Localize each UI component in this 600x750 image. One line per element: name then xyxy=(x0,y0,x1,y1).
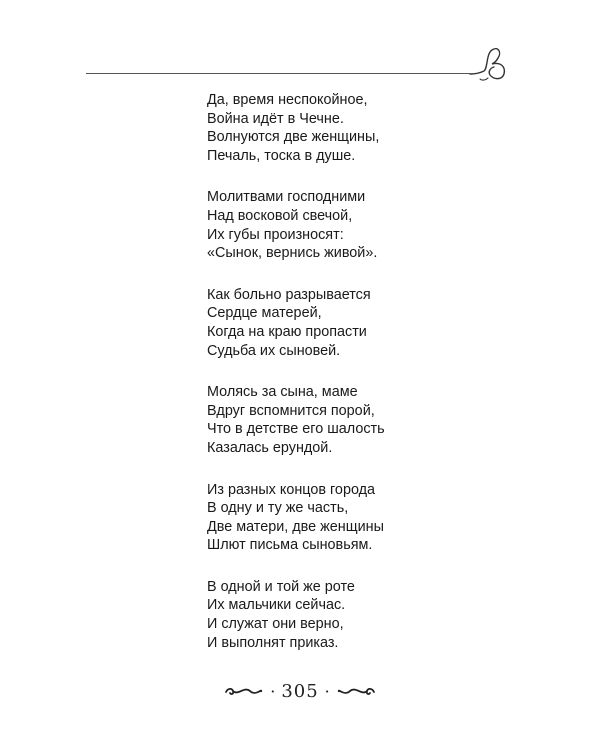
header-rule xyxy=(86,73,470,74)
poem-line: Их губы произносят: xyxy=(207,226,344,243)
separator-dot: · xyxy=(270,681,276,701)
poem-line: Судьба их сыновей. xyxy=(207,342,341,359)
swirl-flourish-icon xyxy=(336,684,376,698)
poem-line: Шлют письма сыновьям. xyxy=(207,537,373,554)
stanza xyxy=(207,578,467,652)
poem-line: Над восковой свечой, xyxy=(207,207,353,224)
poem-line: Молясь за сына, маме xyxy=(207,384,358,401)
poem-line: В одну и ту же часть, xyxy=(207,500,349,517)
poem-line: Что в детстве его шалость xyxy=(207,421,385,438)
page-footer xyxy=(0,676,600,706)
poem-line: Волнуются две женщины, xyxy=(207,129,380,146)
poem-line: И выполнят приказ. xyxy=(207,634,339,651)
poem-line: Война идёт в Чечне. xyxy=(207,110,344,127)
poem-line: И служат они верно, xyxy=(207,616,344,633)
stanza xyxy=(207,383,467,457)
page-number: 305 xyxy=(281,680,319,702)
poem-line: «Сынок, вернись живой». xyxy=(207,245,378,262)
stanza xyxy=(207,188,467,262)
script-flourish-icon xyxy=(466,44,516,84)
poem-line: Казалась ерундой. xyxy=(207,439,333,456)
poem-line: Когда на краю пропасти xyxy=(207,323,367,340)
poem-line: Молитвами господними xyxy=(207,189,366,206)
poem-line: Сердце матерей, xyxy=(207,305,322,322)
separator-dot: · xyxy=(324,681,330,701)
swirl-flourish-icon xyxy=(224,684,264,698)
stanza xyxy=(207,481,467,555)
poem-line: Печаль, тоска в душе. xyxy=(207,147,356,164)
page-number-group xyxy=(224,681,376,702)
poem-line: Вдруг вспомнится порой, xyxy=(207,402,375,419)
poem-line: Две матери, две женщины xyxy=(207,518,384,535)
stanza xyxy=(207,91,467,165)
poem-line: Как больно разрывается xyxy=(207,286,371,303)
poem-line: Их мальчики сейчас. xyxy=(207,597,346,614)
stanza xyxy=(207,286,467,360)
poem-line: Из разных концов города xyxy=(207,481,376,498)
poem-line: В одной и той же роте xyxy=(207,578,355,595)
poem xyxy=(207,91,467,675)
poem-line: Да, время неспокойное, xyxy=(207,92,368,108)
